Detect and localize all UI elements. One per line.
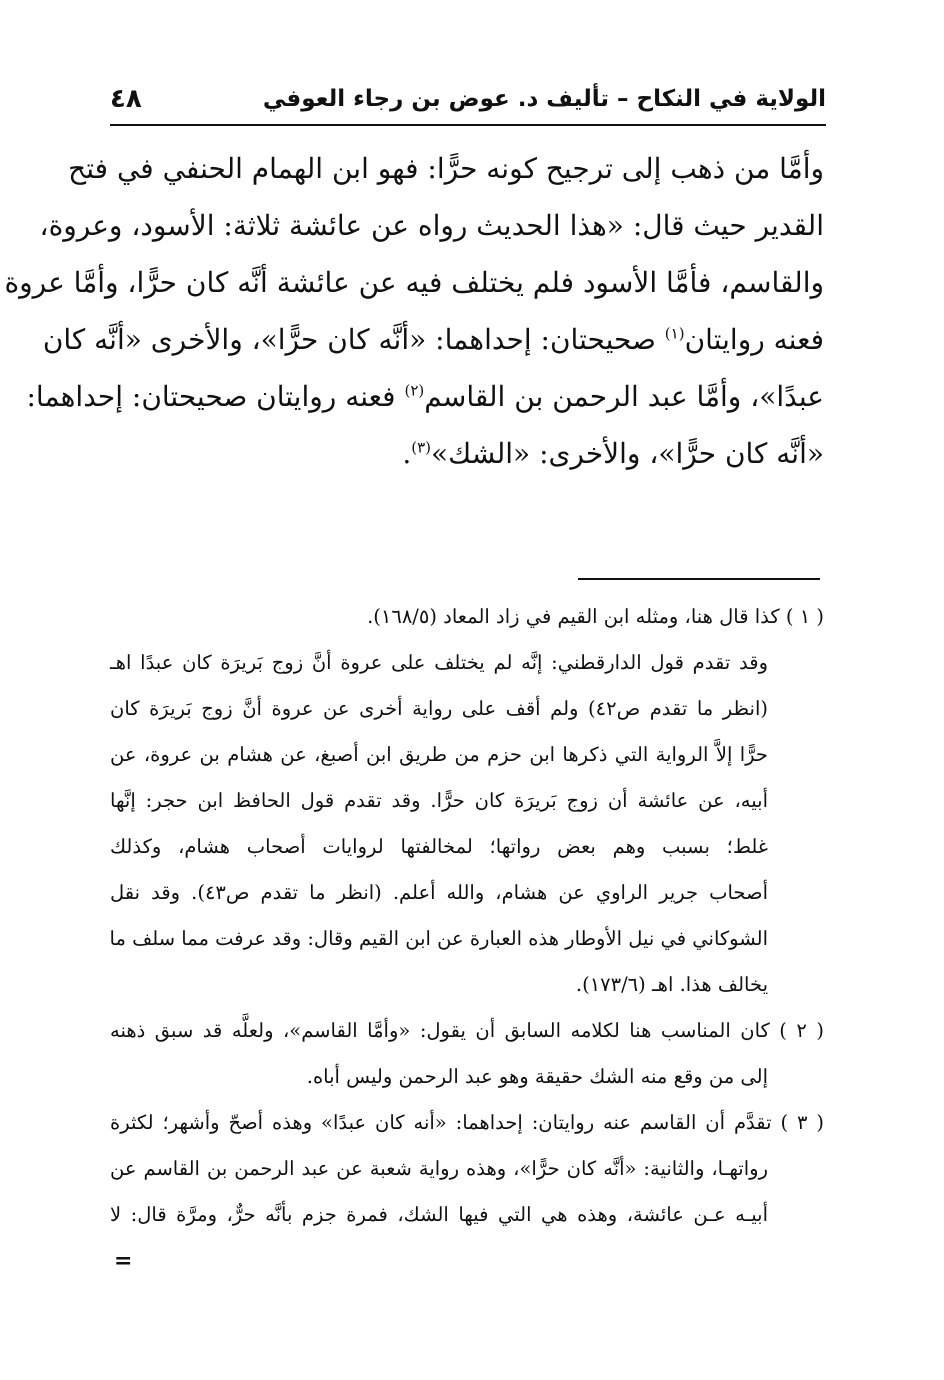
body-fragment: «أنَّه كان حرًّا»، والأخرى: «الشك»: [431, 437, 824, 470]
footnote-separator: [578, 578, 820, 580]
footnote-3-line: أبيـه عـن عائشة، وهذه هي التي فيها الشك، فمرة جزم بأنَّه حرٌّ، ومرَّة قال: لا: [110, 1203, 768, 1226]
body-line: القدير حيث قال: «هذا الحديث رواه عن عائشة ثلاثة: الأسود، وعروة،: [39, 209, 824, 242]
header-title: الولاية في النكاح – تأليف د. عوض بن رجاء العوفي: [262, 86, 826, 112]
running-header: [110, 82, 826, 122]
body-line: [104, 425, 824, 482]
footnote-1-line: (انظر ما تقدم ص٤٢) ولم أقف على رواية أخرى عن عروة أنَّ زوج بَريرَة كان: [110, 697, 768, 720]
note-ref-2: (٢): [404, 381, 425, 400]
footnote-1-line: ( ١ ) كذا قال هنا، ومثله ابن القيم في زاد المعاد (١٦٨/٥).: [367, 605, 824, 628]
body-fragment: فعنه روايتان صحيحتان: إحداهما:: [26, 380, 396, 413]
header-rule: [110, 124, 826, 126]
body-line: [26, 368, 824, 425]
continuation-mark: =: [114, 1248, 133, 1274]
footnote-3-line: ( ٣ ) تقدَّم أن القاسم عنه روايتان: إحداهما: «أنه كان عبدًا» وهذه أصحّ وأشهر؛ لكثرة: [110, 1111, 824, 1134]
body-fragment: صحيحتان: إحداهما: «أنَّه كان حرًّا»، والأخرى «أنَّه كان: [42, 323, 656, 356]
body-line: [42, 311, 824, 368]
body-fragment: فعنه روايتان: [684, 323, 824, 356]
footnotes: [110, 594, 824, 1238]
footnote-2-line: إلى من وقع منه الشك حقيقة وهو عبد الرحمن وليس أباه.: [306, 1065, 768, 1088]
page-number: ٤٨: [110, 84, 142, 114]
body-fragment: عبدًا»، وأمَّا عبد الرحمن بن القاسم: [424, 380, 824, 413]
footnote-1-line: حرًّا إلاَّ الرواية التي ذكرها ابن حزم من طريق ابن أصبغ، عن هشام بن عروة، عن: [110, 743, 768, 766]
footnote-2-line: ( ٢ ) كان المناسب هنا لكلامه السابق أن يقول: «وأمَّا القاسم»، ولعلَّه قد سبق ذهنه: [110, 1019, 825, 1042]
note-ref-3: (٣): [411, 438, 432, 457]
body-line: وأمَّا من ذهب إلى ترجيح كونه حرًّا: فهو ابن الهمام الحنفي في فتح: [68, 152, 824, 185]
footnote-1-line: يخالف هذا. اهـ (١٧٣/٦).: [575, 973, 768, 996]
footnote-1-line: أبيه، عن عائشة أن زوج بَريرَة كان حرًّا. وقد تقدم قول الحافظ ابن حجر: إنَّها: [110, 789, 768, 812]
footnote-1-line: الشوكاني في نيل الأوطار هذه العبارة عن ابن القيم وقال: وقد عرفت مما سلف ما: [109, 927, 768, 950]
note-ref-1: (١): [664, 324, 685, 343]
footnote-1-line: غلط؛ بسبب وهم بعض رواتها؛ لمخالفتها لروايات أصحاب هشام، وكذلك: [110, 835, 768, 858]
main-text: [4, 140, 824, 482]
body-line: والقاسم، فأمَّا الأسود فلم يختلف فيه عن عائشة أنَّه كان حرًّا، وأمَّا عروة: [4, 266, 824, 299]
body-fragment: .: [402, 437, 412, 470]
footnote-1-line: وقد تقدم قول الدارقطني: إنَّه لم يختلف على عروة أنَّ زوج بَريرَة كان عبدًا اهـ: [110, 651, 768, 674]
footnote-3-line: رواتهـا، والثانية: «أنَّه كان حرًّا»، وهذه رواية شعبة عن عبد الرحمن بن القاسم عن: [110, 1157, 768, 1180]
footnote-1-line: أصحاب جرير الراوي عن هشام، والله أعلم. (انظر ما تقدم ص٤٣). وقد نقل: [110, 881, 768, 904]
